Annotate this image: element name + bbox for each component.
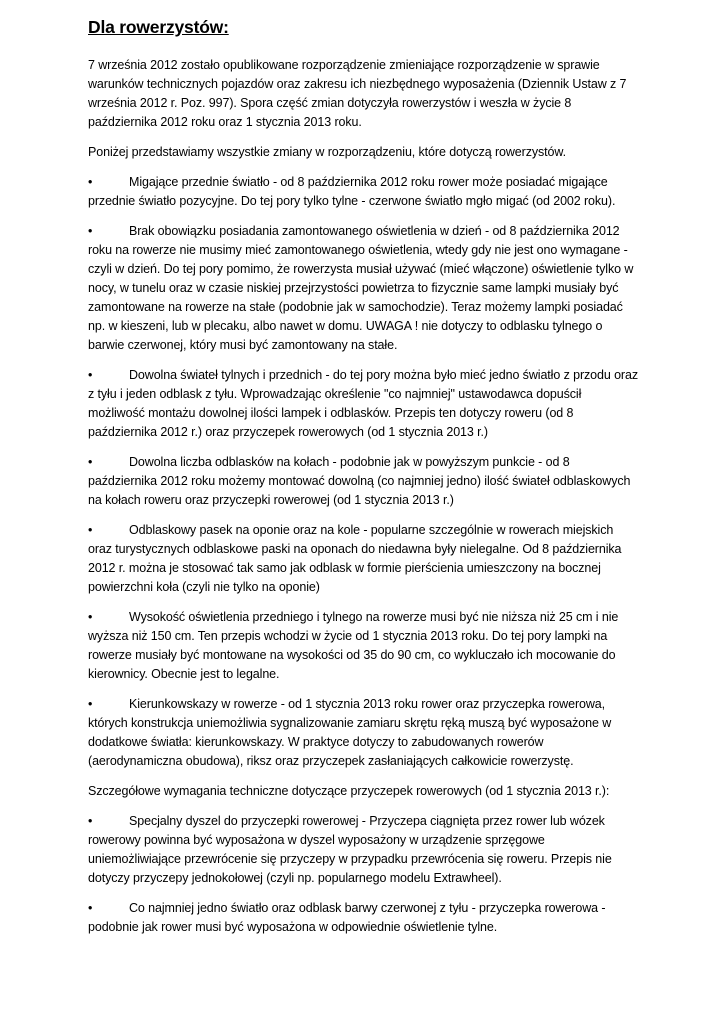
bullet-icon: • xyxy=(88,455,93,469)
bullet-icon: • xyxy=(88,368,93,382)
bullet-text: Odblaskowy pasek na oponie oraz na kole - popularne szczególnie w rowerach miejskich oraz turystycznych odblaskowe paski na oponach do niedawna były nielegalne. Od 8 października 2012 r. można je stosować tak samo jak odblask w formie pierścienia umieszczony na bocznej powierzchni koła (czyli nie tylko na oponie) xyxy=(88,523,622,594)
trailer-bullet-item xyxy=(88,812,639,888)
bullet-icon: • xyxy=(88,814,93,828)
bullet-item xyxy=(88,521,639,597)
bullet-text: Dowolna świateł tylnych i przednich - do tej pory można było mieć jedno światło z przodu oraz z tyłu i jeden odblask z tyłu. Wprowadzając określenie "co najmniej" ustawodawca dopuścił możliwość montażu dowolnej ilości lampek i odblasków. Przepis ten dotyczy roweru (od 8 października 2012 r.) oraz przyczepek rowerowych (od 1 stycznia 2013 r.) xyxy=(88,368,638,439)
bullet-text: Co najmniej jedno światło oraz odblask barwy czerwonej z tyłu - przyczepka rowerowa - podobnie jak rower musi być wyposażona w odpowiednie oświetlenie tylne. xyxy=(88,901,606,934)
bullet-item xyxy=(88,173,639,211)
bullet-text: Migające przednie światło - od 8 października 2012 roku rower może posiadać migające przednie światło pozycyjne. Do tej pory tylko tylne - czerwone światło mgło migać (od 2002 roku). xyxy=(88,175,616,208)
trailer-bullet-item xyxy=(88,899,639,937)
bullet-icon: • xyxy=(88,224,93,238)
bullet-item xyxy=(88,222,639,355)
bullet-text: Dowolna liczba odblasków na kołach - podobnie jak w powyższym punkcie - od 8 października 2012 roku możemy montować dowolną (co najmniej jedno) ilość świateł odblaskowych na kołach roweru oraz przyczepki rowerowej (od 1 stycznia 2013 r.) xyxy=(88,455,631,507)
bullet-item xyxy=(88,608,639,684)
bullet-icon: • xyxy=(88,697,93,711)
bullet-text: Wysokość oświetlenia przedniego i tylnego na rowerze musi być nie niższa niż 25 cm i nie wyższa niż 150 cm. Ten przepis wchodzi w życie od 1 stycznia 2013 roku. Do tej pory lampki na rowerze musiały być montowane na wysokości od 35 do 90 cm, co wykluczało ich mocowanie do kierownicy. Obecnie jest to legalne. xyxy=(88,610,619,681)
bullet-icon: • xyxy=(88,901,93,915)
bullet-text: Kierunkowskazy w rowerze - od 1 stycznia 2013 roku rower oraz przyczepka rowerowa, których konstrukcja uniemożliwia sygnalizowanie zamiaru skrętu ręką muszą być wyposażone w dodatkowe światła: kierunkowskazy. W praktyce dotyczy to zabudowanych rowerów (aerodynamiczna obudowa), riksz oraz przyczepek zasłaniających całkowicie rowerzystę. xyxy=(88,697,612,768)
document-title: Dla rowerzystów: xyxy=(88,17,229,37)
intro-paragraph: 7 września 2012 zostało opublikowane rozporządzenie zmieniające rozporządzenie w sprawie warunków technicznych pojazdów oraz zakresu ich niezbędnego wyposażenia (Dziennik Ustaw z 7 września 2012 r. Poz. 997). Spora część zmian dotyczyła rowerzystów i weszła w życie 8 października 2012 roku oraz 1 stycznia 2013 roku. xyxy=(88,58,627,129)
lead-paragraph: Poniżej przedstawiamy wszystkie zmiany w rozporządzeniu, które dotyczą rowerzystów. xyxy=(88,145,566,159)
bullet-icon: • xyxy=(88,175,93,189)
bullet-text: Brak obowiązku posiadania zamontowanego oświetlenia w dzień - od 8 października 2012 roku na rowerze nie musimy mieć zamontowanego oświetlenia, wtedy gdy nie jest ono wymagane - czyli w dzień. Do tej pory pomimo, że rowerzysta musiał używać (mieć włączone) oświetlenie tylko w nocy, w tunelu oraz w czasie niskiej przejrzystości powietrza to fizycznie same lampki musiały być zamontowane na rowerze na stałe (podobnie jak w samochodzie). Teraz możemy lampki posiadać np. w kieszeni, lub w plecaku, albo nawet w domu. UWAGA ! nie dotyczy to odblasku tylnego o barwie czerwonej, który musi być zamontowany na stałe. xyxy=(88,224,634,352)
trailers-heading: Szczegółowe wymagania techniczne dotyczące przyczepek rowerowych (od 1 stycznia 2013 r.): xyxy=(88,784,610,798)
bullet-item xyxy=(88,453,639,510)
bullet-item xyxy=(88,695,639,771)
bullet-icon: • xyxy=(88,523,93,537)
bullet-icon: • xyxy=(88,610,93,624)
bullet-item xyxy=(88,366,639,442)
bullet-text: Specjalny dyszel do przyczepki rowerowej - Przyczepa ciągnięta przez rower lub wózek rowerowy powinna być wyposażona w dyszel wyposażony w urządzenie sprzęgowe uniemożliwiające przewrócenie się przyczepy w przypadku przewrócenia się roweru. Przepis nie dotyczy przyczepy jednokołowej (czyli np. popularnego modelu Extrawheel). xyxy=(88,814,612,885)
